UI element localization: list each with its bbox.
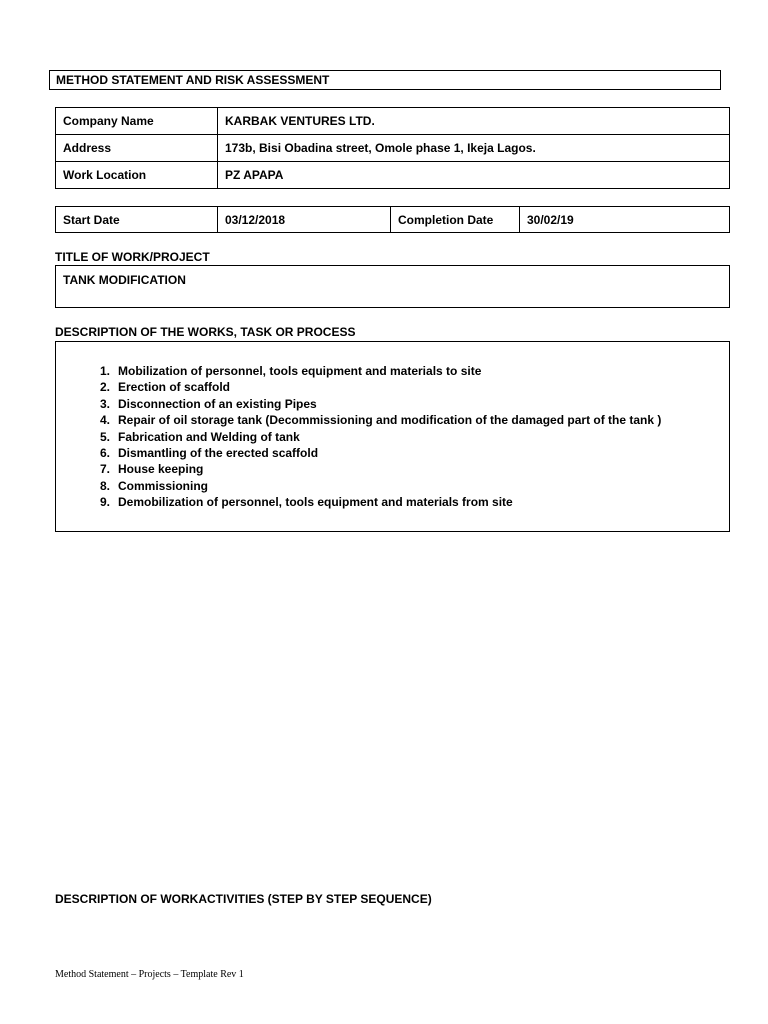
step-number: 6. — [99, 445, 110, 460]
step-text: House keeping — [118, 462, 204, 477]
step-text: Mobilization of personnel, tools equipment and materials to site — [118, 364, 482, 378]
description-heading: DESCRIPTION OF THE WORKS, TASK OR PROCESS — [55, 325, 356, 339]
work-location-value: PZ APAPA — [217, 161, 730, 189]
address-label: Address — [55, 134, 218, 162]
step-number: 1. — [99, 364, 110, 378]
step-number: 5. — [99, 429, 110, 444]
work-activities-heading: DESCRIPTION OF WORKACTIVITIES (STEP BY STEP SEQUENCE) — [55, 892, 432, 906]
step-text: Repair of oil storage tank (Decommissioning and modification of the damaged part of the tank ) — [118, 413, 662, 428]
project-title-box — [55, 265, 730, 308]
address-value: 173b, Bisi Obadina street, Omole phase 1, Ikeja Lagos. — [217, 134, 730, 162]
completion-date-value: 30/02/19 — [519, 206, 730, 233]
company-name-label: Company Name — [55, 107, 218, 135]
description-box — [55, 341, 730, 532]
company-name-value: KARBAK VENTURES LTD. — [217, 107, 730, 135]
step-text: Erection of scaffold — [118, 380, 231, 395]
step-text: Fabrication and Welding of tank — [118, 429, 300, 444]
step-number: 4. — [99, 413, 110, 428]
start-date-label: Start Date — [55, 206, 218, 233]
step-number: 9. — [99, 495, 110, 510]
work-location-label: Work Location — [55, 161, 218, 189]
completion-date-label: Completion Date — [390, 206, 520, 233]
step-text: Commissioning — [118, 478, 209, 493]
step-text: Disconnection of an existing Pipes — [118, 396, 317, 411]
project-title-heading: TITLE OF WORK/PROJECT — [55, 250, 210, 264]
step-text: Demobilization of personnel, tools equipment and materials from site — [118, 495, 513, 510]
document-title: METHOD STATEMENT AND RISK ASSESSMENT — [56, 73, 330, 87]
step-number: 2. — [99, 380, 110, 395]
document-title-box — [49, 70, 721, 90]
project-title: TANK MODIFICATION — [63, 273, 186, 287]
start-date-value: 03/12/2018 — [217, 206, 391, 233]
page-footer: Method Statement – Projects – Template Rev 1 — [55, 969, 244, 980]
step-number: 3. — [99, 396, 110, 411]
step-number: 8. — [99, 478, 110, 493]
step-number: 7. — [99, 462, 110, 477]
step-text: Dismantling of the erected scaffold — [118, 445, 319, 460]
